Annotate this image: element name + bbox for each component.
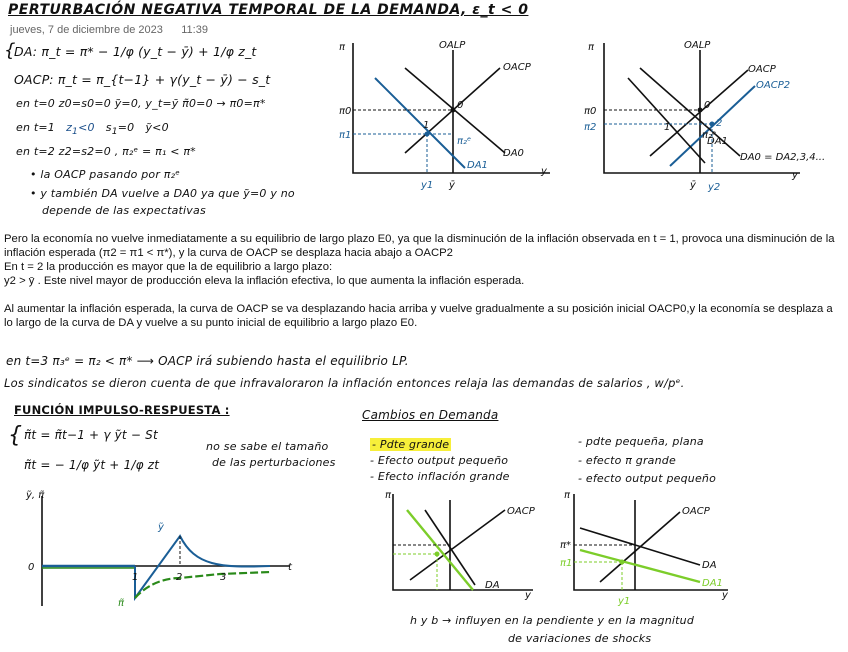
graph-right-oacp2-label: OACP2 (756, 80, 791, 91)
graph-left-oalp-label: OALP (439, 40, 466, 51)
graph-left-ybar: ȳ (449, 180, 455, 191)
irf-t-label: t (288, 562, 292, 573)
graph-left-pi2e: π₂ᵉ (457, 136, 472, 147)
graph-left-da1-label: DA1 (467, 160, 488, 171)
graph-right-pt2: 2 (716, 118, 723, 129)
bullet-2: • y también DA vuelve a DA0 ya que ỹ=0 y no (30, 187, 295, 200)
graph-right-pi0: π0 (584, 106, 597, 117)
sg-right-da1-label: DA1 (702, 578, 723, 589)
bullet-2b: depende de las expectativas (42, 204, 206, 217)
sg-right-y1: y1 (618, 596, 631, 607)
small-graph-left (385, 490, 545, 600)
graph-right-oacp (650, 70, 748, 156)
sindicatos-line: Los sindicatos se dieron cuenta de que infravaloraron la inflación entonces relaja las demandas de salarios , w/pᵉ. (4, 376, 685, 390)
note-date: jueves, 7 de diciembre de 2023 11:39 (10, 24, 208, 36)
graph-right-y-axis: y (792, 170, 798, 181)
graph-right-point-2 (710, 122, 715, 127)
irf-t1: 1 (132, 572, 139, 583)
irf-pi-response (135, 572, 270, 598)
irf-pitilde-label: π̃ (118, 598, 125, 609)
sg-right-da1 (580, 550, 700, 582)
graph-left-pi-axis: π (339, 42, 346, 53)
graph-right-pi-axis: π (588, 42, 595, 53)
graph-left-point-1 (425, 132, 430, 137)
nose-line-2: de las perturbaciones (212, 456, 336, 469)
sg-right-pistar: π* (560, 540, 572, 551)
graph-left-da0-label: DA0 (503, 148, 524, 159)
sg-left-pi: π (385, 490, 392, 501)
graph-right-pi2e: π₂ᵉ (702, 130, 717, 141)
irf-y-response (135, 536, 270, 598)
cambios-right-2: - efecto π grande (578, 454, 676, 467)
sg-right-oacp-label: OACP (682, 506, 710, 517)
graph-right-oalp-label: OALP (684, 40, 711, 51)
graph-left-point-0 (451, 108, 456, 113)
da-equation: DA: π_t = π* − 1/φ (y_t − ȳ) + 1/φ z_t (14, 44, 257, 59)
graph-left-da1 (375, 78, 465, 168)
cambios-left-2: - Efecto output pequeño (370, 454, 509, 467)
irf-t3: 3 (220, 572, 227, 583)
graph-right-pi2: π2 (584, 122, 597, 133)
sg-left-point (435, 552, 440, 557)
sg-right-da (580, 528, 700, 565)
fir-brace: { (8, 423, 23, 448)
graph-left-y-axis: y (541, 166, 547, 177)
sg-left-da-label: DA (485, 580, 500, 591)
graph-right-da1-label: DA1 (707, 136, 728, 147)
fir-title: FUNCIÓN IMPULSO-RESPUESTA : (14, 403, 230, 417)
sg-right-y: y (722, 590, 728, 601)
sg-right-da-label: DA (702, 560, 717, 571)
t3-line: en t=3 π₃ᵉ = π₂ < π* ⟶ OACP irá subiendo hasta el equilibrio LP. (6, 354, 409, 368)
graph-left-pi1: π1 (339, 130, 352, 141)
sg-left-da1 (407, 510, 473, 590)
fir-eq-1: π̃t = π̃t−1 + γ ỹt − St (24, 428, 158, 442)
graph-left-y1: y1 (421, 180, 434, 191)
brace: { (4, 40, 16, 61)
oacp-equation: OACP: π_t = π_{t−1} + γ(y_t − ȳ) − s_t (14, 72, 271, 87)
graph-left-oacp-label: OACP (503, 62, 531, 73)
graph-right-pt1: 1 (664, 122, 671, 133)
bottom-note-2: de variaciones de shocks (508, 632, 652, 645)
irf-ytilde-label: ỹ (158, 522, 164, 533)
paragraph-3: y2 > ȳ . Este nivel mayor de producción eleva la inflación efectiva, lo que aumenta la inflación esperada. (4, 275, 525, 287)
graph-right-da-label: DA0 = DA2,3,4... (740, 152, 826, 163)
small-graph-right (560, 490, 740, 607)
sg-left-oacp-label: OACP (507, 506, 535, 517)
graph-right-pt0: 0 (704, 100, 711, 111)
t2-line: en t=2 z2=s2=0 , π₂ᵉ = π₁ < π* (16, 145, 196, 158)
sg-right-pi: π (564, 490, 571, 501)
sg-left-y: y (525, 590, 531, 601)
irf-chart (20, 486, 320, 616)
paragraph-1: Pero la economía no vuelve inmediatamente a su equilibrio de largo plazo E0, ya que la disminución de la inflación observada en t = 1, provoca una disminución de la inflación esperada (π2 = π1 < π*), y la curva de OACP se desplaza hacia abajo a OACP2 (4, 233, 835, 259)
paragraph-2: En t = 2 la producción es mayor que la de equilibrio a largo plazo: (4, 261, 333, 273)
irf-t2: 2 (176, 572, 183, 583)
cambios-left-3: - Efecto inflación grande (370, 470, 510, 483)
cambios-left-1: - Pdte grande (372, 438, 450, 451)
graph-right-point-0 (698, 108, 703, 113)
typed-text-block (4, 232, 844, 330)
t1-line: en t=1 $z_1<0$ $s_1=0$ ỹ<0 (16, 121, 169, 138)
paragraph-4: Al aumentar la inflación esperada, la curva de OACP se va desplazando hacia arriba y vuelve gradualmente a su posición inicial OACP0,y la economía se desplaza a lo largo de la curva de DA y vuelve a su punto inicial de equilibrio a largo plazo E0. (4, 303, 833, 329)
graph-left (335, 38, 555, 198)
bottom-note-1: h y b → influyen en la pendiente y en la magnitud (410, 614, 695, 627)
sg-right-pi1: π1 (560, 558, 573, 569)
nose-line-1: no se sabe el tamaño (206, 440, 329, 453)
cambios-right-1: - pdte pequeña, plana (578, 435, 704, 448)
irf-zero: 0 (28, 562, 35, 573)
graph-right-y2: y2 (708, 182, 721, 193)
graph-right-oacp-label: OACP (748, 64, 776, 75)
t0-line: en t=0 z0=s0=0 ỹ=0, y_t=ȳ π̃0=0 → π0=π* (16, 97, 266, 110)
graph-right-ybar: ȳ (690, 180, 696, 191)
irf-axis-label: ỹ, π̃ (26, 490, 45, 501)
cambios-right-3: - efecto output pequeño (578, 472, 717, 485)
page-title: PERTURBACIÓN NEGATIVA TEMPORAL DE LA DEMANDA, ε_t < 0 (8, 2, 529, 18)
sg-right-point (620, 560, 625, 565)
fir-eq-2: π̃t = − 1/φ ỹt + 1/φ zt (24, 458, 160, 472)
cambios-title: Cambios en Demanda (362, 408, 499, 422)
graph-left-pt1: 1 (423, 120, 430, 131)
graph-left-pt0: 0 (457, 100, 464, 111)
graph-left-pi0: π0 (339, 106, 352, 117)
bullet-1: • la OACP pasando por π₂ᵉ (30, 168, 181, 181)
graph-right (580, 38, 826, 198)
